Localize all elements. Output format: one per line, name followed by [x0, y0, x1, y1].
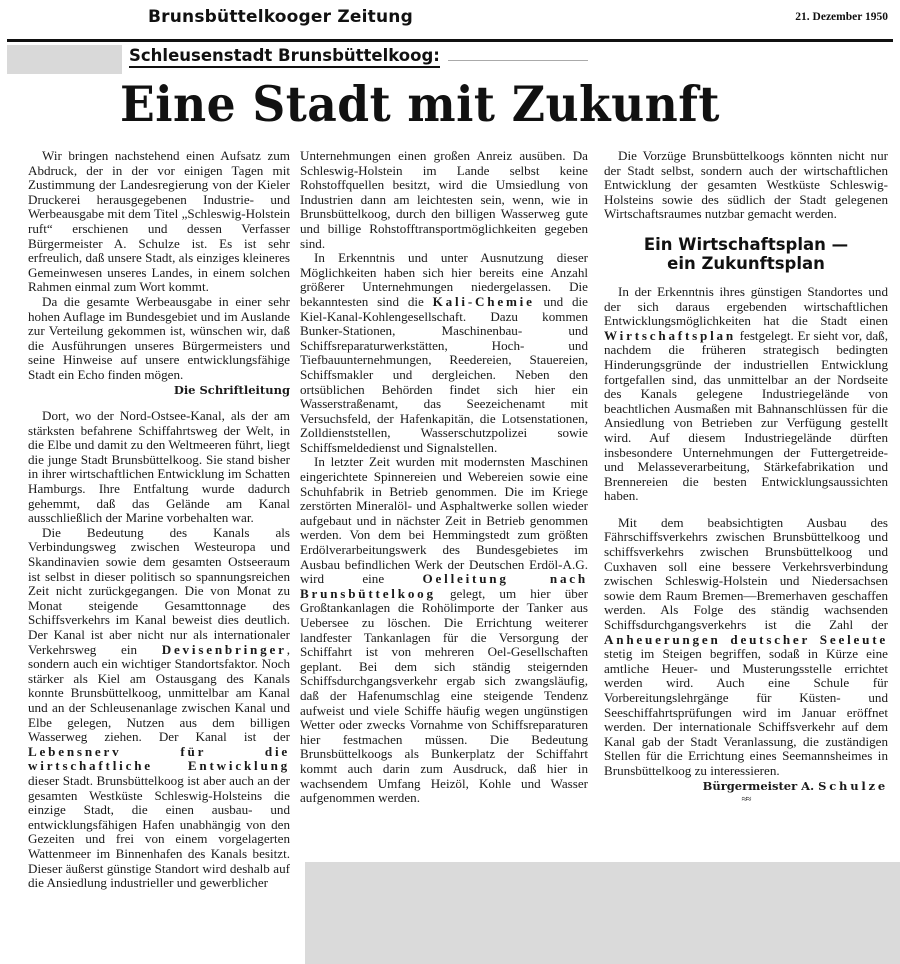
issue-date: 21. Dezember 1950 — [795, 11, 888, 23]
section-subheading — [604, 235, 888, 273]
emphasis-text: Lebensnerv für die wirtschaftliche Entwicklung — [28, 743, 290, 774]
editorial-signature: Die Schriftleitung — [173, 382, 290, 397]
text-run: In letzter Zeit wurden mit modernsten Maschinen eingerichtete Spinnereien und Webereien sowie eine Schuhfabrik in Betrieb genommen. Die im Kriege zerstörten Mineralöl- und Asphaltwerke sollen wieder aufgebaut und in nächster Zeit in Betrieb genommen werden. Von dem bei Hemmingstedt zum größten Erdölverarbeitungswerk des Bundesgebietes im Ausbau befindlichen Werk der Deutschen Erdöl-A.G. wird eine — [300, 454, 588, 587]
emphasis-text: Wirtschaftsplan — [604, 327, 736, 343]
header-rule — [7, 39, 893, 42]
text-run: In der Erkenntnis ihres günstigen Standortes und der sich daraus ergebenden wirtschaftlichen Entwicklungsmöglichkeiten hat die Stadt einen — [604, 283, 888, 329]
text-run: dieser Stadt. Brunsbüttelkoog ist aber auch an der gesamten Westküste Schleswig-Holsteins die einzige Stadt, die einen ausbau- und entwicklungsfähigen Hafen unabhängig von den Gezeiten und frei von einem vorgelagerten Wattenmeer im Binnenhafen des Kanals besitzt. Dieser äußerst günstige Standort wird deshalb auf die Ansiedlung industrieller und gewerblicher — [28, 772, 290, 891]
emphasis-text: Devisenbringer — [161, 641, 287, 657]
text-run: Mit dem beabsichtigten Ausbau des Fährschiffsverkehrs zwischen Brunsbüttelkoog und schiffsverkehrs zwischen Brunsbüttelkoog und Cuxhaven soll eine bessere Verkehrsverbindung zwischen Schleswig-Holstein und Niedersachsen sowie dem Raum Bremen—Bremerhaven geschaffen werden. Als Folge des ständig wachsenden Schiffsdurchgangsverkehrs ist die Zahl der — [604, 514, 888, 633]
intro-paragraph-2: Da die gesamte Werbeausgabe in einer sehr hohen Auflage im Bundesgebiet und im Auslande zur Verteilung gekommen ist, wünschen wir, daß die Ausführungen unseres Bürgermeisters und seine Hinweise auf unsere entwicklungsfähige Stadt ein Echo finden mögen. — [28, 293, 290, 382]
redaction-box-top — [7, 45, 122, 74]
text-run: und die Kiel-Kanal-Kohlengesellschaft. Dazu kommen Bunker-Stationen, Maschinenbau- und Schiffsreparaturwerkstätten, Hoch- und Tiefbauunternehmungen, Reedereien, Stauereien, Schiffsmakler und dergleichen. Neben den ortsüblichen Behörden findet sich hier ein Wasserstraßenamt, das Seezeichenamt mit Versuchsfeld, der Hafenkapitän, die Lotsenstationen, Zolldienststellen, Wasserschutzpolizei sowie Schiffsmeldedienst und Signalstellen. — [300, 293, 588, 455]
end-mark-icon: ≈≈ — [741, 794, 751, 806]
emphasis-text: Oelleitung nach Brunsbüttelkoog — [300, 571, 589, 601]
text-run: gelegt, um hier über Großtankanlagen die Rohölimporte der Tanker aus Uebersee zu löschen. Die Errichtung weiterer landfester Tankanlagen für die Versorgung der Schiffahrt ist von mehreren Oel-Gesellschaften geplant. Bei dem sich ständig steigernden Schiffsdurchgangsverkehr ergab sich zwangsläufig, daß der Hafenumschlag eine steigende Tendenz aufweist und viele Schiffe häufig wegen ungünstigen Wetter oder zwecks Vornahme von Schiffsreparaturen hier festmachen müssen. Die Bedeutung Brunsbüttelkoogs als Bunkerplatz der Schiffahrt kommt auch darin zum Ausdruck, daß hier in wachsendem Umfang Heizöl, Kohle und Wasser aufgenommen werden. — [300, 585, 588, 806]
article-column-3 — [604, 149, 888, 808]
kicker-rule — [448, 60, 588, 61]
article-column-2 — [300, 149, 588, 806]
body-paragraph — [300, 251, 588, 455]
signature-surname: Schulze — [818, 778, 888, 793]
text-run: In Erkenntnis und unter Ausnutzung dieser Möglichkeiten haben sich hier bereits eine Anzahl größerer Unternehmungen niedergelassen. Die bekanntesten sind die — [300, 250, 588, 309]
intro-paragraph-1: Wir bringen nachstehend einen Aufsatz zum Abdruck, der in der vor einigen Tagen mit Zustimmung der Landesregierung von der Kieler Druckerei herausgegebenen Industrie- und Werbeausgabe mit dem Titel „Schleswig-Holstein ruft“ erschienen und dessen Verfasser Bürgermeister A. Schulze ist. Es ist sehr erfreulich, daß unsere Stadt, als einziges kleineres Gemeinwesen unseres Landes, in einem solchen Rahmen einmal zum Wort kommt. — [28, 148, 290, 295]
subheading-line-2: ein Zukunftsplan — [667, 253, 825, 273]
body-paragraph — [604, 516, 888, 779]
redaction-box-bottom — [305, 862, 900, 964]
author-signature — [604, 779, 888, 794]
signature-name: Bürgermeister A. — [702, 778, 815, 793]
text-run: festgelegt. Er sieht vor, daß, nachdem die früheren strategisch bedingten Hinderungsgründe der industriellen Entwicklung fortgefallen sind, das unmittelbar an der Nordseite des Kanals gelegene Industriegelände von beachtlichen Ausmaßen mit Bahnanschlüssen für die Ansiedlung von Betrieben zur Verfügung gestellt wird. Auf diesem Industriegelände dürften insbesondere Unternehmungen der Futtergetreide- und Melasseverarbeitung, Stärkefabrikation und Brennereien die besten Entwicklungsaussichten haben. — [604, 327, 888, 504]
text-run: stetig im Steigen begriffen, sodaß in Kürze eine amtliche Heuer- und Musterungsstelle errichtet werden wird. Auch eine Schule für Vorbereitungslehrgänge für Küsten- und Seeschiffahrtsprüfungen wird im Januar eröffnet werden. Der internationale Schiffsverkehr auf dem Kanal gab der Stadt Veranlassung, die zuständigen Stellen für die Errichtung eines Seemannsheimes in Brunsbüttelkoog zu interessieren. — [604, 646, 888, 778]
text-run: Die Bedeutung des Kanals als Verbindungsweg zwischen Westeuropa und Skandinavien sowie dem gesamten Ostseeraum ist selbst in dieser politisch so spannungsreichen Zeit nicht zurückgegangen. Die von Monat zu Monat steigende Gesamttonnage des Schiffsverkehrs im Kanal beweist dies deutlich. Der Kanal ist aber nicht nur als internationaler Verkehrsweg ein — [28, 524, 290, 657]
emphasis-text: Kali-Chemie — [432, 293, 535, 309]
article-column-1 — [28, 149, 290, 891]
kicker-headline: Schleusenstadt Brunsbüttelkoog: — [129, 46, 440, 68]
body-paragraph — [604, 285, 888, 504]
body-paragraph: Die Vorzüge Brunsbüttelkoogs könnten nicht nur der Stadt selbst, sondern auch der wirtschaftlichen Entwicklung der gesamten Westküste Schleswig-Holsteins sowie des südlich der Stadt gelegenen Wirtschaftsraumes nutzbar gemacht werden. — [604, 148, 888, 222]
body-paragraph: Dort, wo der Nord-Ostsee-Kanal, als der am stärksten befahrene Schiffahrtsweg der Welt, in die Elbe und damit zu den Weltmeeren führt, liegt die junge Stadt Brunsbüttelkoog. Sie stand bisher in ihrer wirtschaftlichen Entwicklung im Schatten Hamburgs. Ihre Entfaltung wurde dadurch gehemmt, daß das Gelände am Kanal ausschließlich der Marine vorbehalten war. — [28, 408, 290, 526]
body-paragraph — [300, 455, 588, 805]
emphasis-text: Anheuerungen deutscher Seeleute — [604, 631, 888, 647]
body-paragraph: Unternehmungen einen großen Anreiz ausüben. Da Schleswig-Holstein im Lande selbst keine Rohstoffquellen besitzt, wird die Umsiedlung von Industrien dann am leichtesten sein, wenn, wie in Brunsbüttelkoog, durch den billigen Wasserweg gute und billige Rohstofftransportmöglichkeiten gegeben sind. — [300, 148, 588, 251]
subheading-line-1: Ein Wirtschaftsplan — — [643, 234, 849, 254]
text-run: , sondern auch ein wichtiger Standortsfaktor. Noch stärker als Kiel am Ostausgang des Kanals konnte Brunsbüttelkoog, unmittelbar am Kanal und an der Schleusenanlage zwischen Kanal und Elbe gelegen, Nutzen aus dem billigen Wasserweg ziehen. Der Kanal ist der — [28, 641, 290, 745]
main-headline: Eine Stadt mit Zukunft — [120, 75, 720, 133]
newspaper-masthead: Brunsbüttelkooger Zeitung — [148, 7, 413, 27]
body-paragraph — [28, 526, 290, 891]
